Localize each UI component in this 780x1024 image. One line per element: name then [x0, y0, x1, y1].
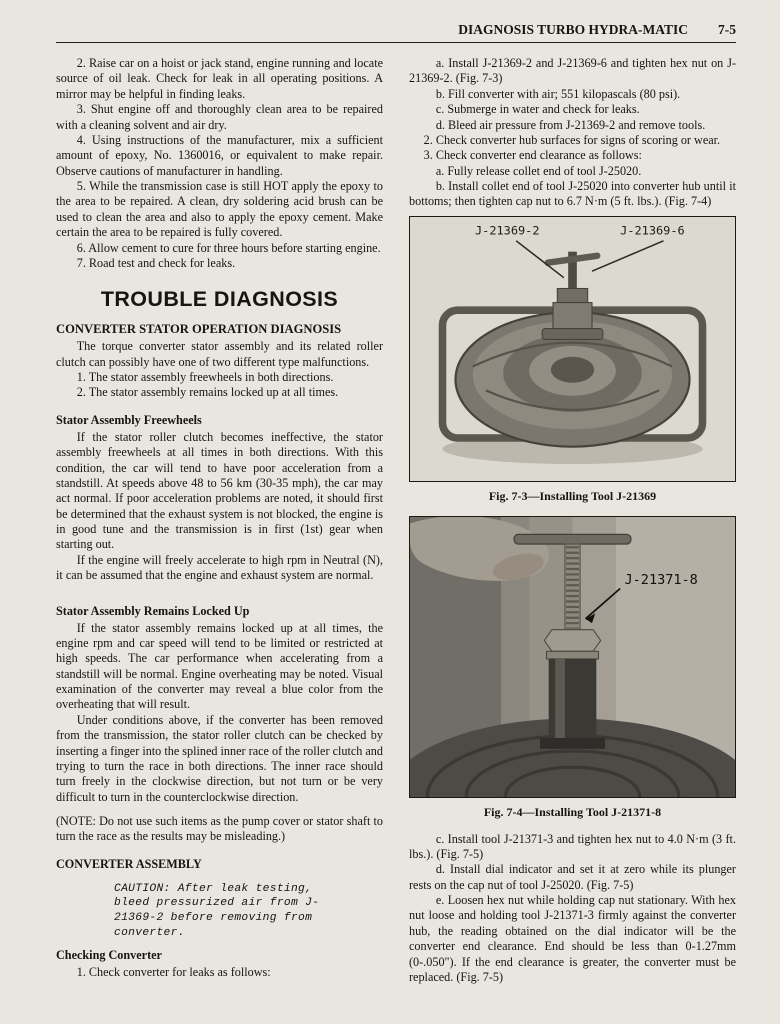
tool-label-j21369-6: J-21369-6 [620, 223, 685, 238]
figure-7-4 [409, 516, 736, 798]
figure-7-4-photo [410, 517, 735, 797]
paragraph-step-3: 3. Shut engine off and thoroughly clean area to be repaired with a cleaning solvent and air dry. [56, 102, 383, 132]
step-e-loosen-hex-nut: e. Loosen hex nut while holding cap nut stationary. With hex nut loose and holding tool J-21371-3 firmly against the converter hub, the reading obtained on the dial indicator will be the converter end clearance. End should be less than 0-1.27mm (0-.050"). If the end clearance is greater, the converter must be replaced. (Fig. 7-5) [409, 893, 736, 984]
figure-7-3-photo [410, 217, 735, 481]
paragraph-step-5: 5. While the transmission case is still HOT apply the epoxy to the area to be repaired. A clean, dry soldering acid brush can be used to clean the area and also to apply the epoxy cement. Make certain the area to be repaired is fully covered. [56, 179, 383, 240]
right-column [409, 56, 736, 985]
paragraph-step-4: 4. Using instructions of the manufacturer, mix a sufficient amount of epoxy, No. 1360016, or equivalent to make repair. Observe cautions of manufacturer in handling. [56, 132, 383, 178]
trouble-diagnosis-heading: TROUBLE DIAGNOSIS [100, 287, 339, 312]
page-header [56, 22, 736, 43]
locked-paragraph-1: If the stator assembly remains locked up at all times, the engine rpm and car speed will tend to be limited or restricted at high speeds. The car performance when accelerating from a standstill will be normal. Engine overheating may be noted. Visual examination of the converter may reveal a blue color from the overheating that will result. [56, 620, 383, 712]
stator-list-item-2: 2. The stator assembly remains locked up at all times. [76, 385, 339, 400]
stator-list-item-1: 1. The stator assembly freewheels in both directions. [76, 370, 334, 384]
locked-paragraph-2: Under conditions above, if the converter has been removed from the transmission, the stator roller clutch can be checked by inserting a finger into the splined inner race of the roller clutch and trying to turn the race in both directions. The inner race should turn freely in the clockwise direction, but not turn or be very difficult to turn in the counterclockwise direction. [56, 712, 383, 804]
paragraph-step-2: 2. Raise car on a hoist or jack stand, engine running and locate source of oil leak. Check for leak in all operating positions. A mirror may be helpful in finding leaks. [56, 56, 383, 101]
note-paragraph: (NOTE: Do not use such items as the pump cover or stator shaft to turn the race as the results may be misleading.) [56, 814, 383, 844]
step-b-fill: b. Fill converter with air; 551 kilopascals (80 psi). [435, 86, 681, 101]
two-column-layout [56, 56, 736, 985]
step-2-check-hub: 2. Check converter hub surfaces for signs of scoring or wear. [423, 132, 721, 147]
header-title: DIAGNOSIS TURBO HYDRA-MATIC [458, 22, 688, 37]
locked-up-heading: Stator Assembly Remains Locked Up [56, 603, 250, 618]
step-a-release-collet: a. Fully release collet end of tool J-25020. [435, 163, 642, 178]
step-c-install-tool: c. Install tool J-21371-3 and tighten hex nut to 4.0 N·m (3 ft. lbs.). (Fig. 7-5) [409, 831, 736, 861]
page-number: 7-5 [718, 22, 736, 37]
checking-converter-heading: Checking Converter [56, 948, 162, 963]
step-3-check-clearance: 3. Check converter end clearance as follows: [423, 148, 642, 163]
tool-label-j21369-2: J-21369-2 [475, 223, 540, 238]
step-d-bleed: d. Bleed air pressure from J-21369-2 and remove tools. [435, 117, 706, 132]
checking-step-paragraph: 1. Check converter for leaks as follows: [76, 965, 271, 980]
freewheels-paragraph-2: If the engine will freely accelerate to high rpm in Neutral (N), it can be assumed that the engine and exhaust system are normal. [56, 552, 383, 583]
step-c-submerge: c. Submerge in water and check for leaks. [435, 102, 640, 117]
stator-operation-heading: CONVERTER STATOR OPERATION DIAGNOSIS [56, 322, 342, 337]
tool-label-j21371-8: J-21371-8 [624, 572, 698, 589]
figure-7-3-caption: Fig. 7-3—Installing Tool J-21369 [488, 489, 657, 504]
freewheels-paragraph-1: If the stator roller clutch becomes ineffective, the stator assembly freewheels at all times in both directions. With this condition, the car will tend to have poor acceleration from a standstill. At speeds above 48 to 56 km (30-35 mph), the car may act normal. If poor acceleration problems are noted, it should first be determined that the exhaust system is not blocked, the engine is in good tune and the transmission is in first (1st) gear when starting out. [56, 429, 383, 552]
converter-assembly-heading: CONVERTER ASSEMBLY [56, 856, 202, 871]
paragraph-step-6: 6. Allow cement to cure for three hours before starting engine. [76, 240, 381, 255]
step-d-dial-indicator: d. Install dial indicator and set it at zero while its plunger rests on the cap nut of tool J-25020. (Fig. 7-5) [409, 862, 736, 892]
left-column [56, 56, 383, 985]
figure-7-3 [409, 216, 736, 482]
step-b-install-collet: b. Install collet end of tool J-25020 into converter hub until it bottoms; then tighten cap nut to 6.7 N·m (5 ft. lbs.). (Fig. 7-4) [409, 179, 736, 209]
figure-7-4-caption: Fig. 7-4—Installing Tool J-21371-8 [483, 804, 662, 819]
caution-block: CAUTION: After leak testing, bleed pressurized air from J-21369-2 before removing from converter. [114, 882, 320, 939]
stator-intro-paragraph: The torque converter stator assembly and its related roller clutch can possibly have one of two different type malfunctions. [56, 339, 383, 369]
paragraph-step-7: 7. Road test and check for leaks. [76, 255, 236, 270]
step-a-install: a. Install J-21369-2 and J-21369-6 and tighten hex nut on J-21369-2. (Fig. 7-3) [409, 56, 736, 86]
freewheels-heading: Stator Assembly Freewheels [56, 412, 202, 427]
